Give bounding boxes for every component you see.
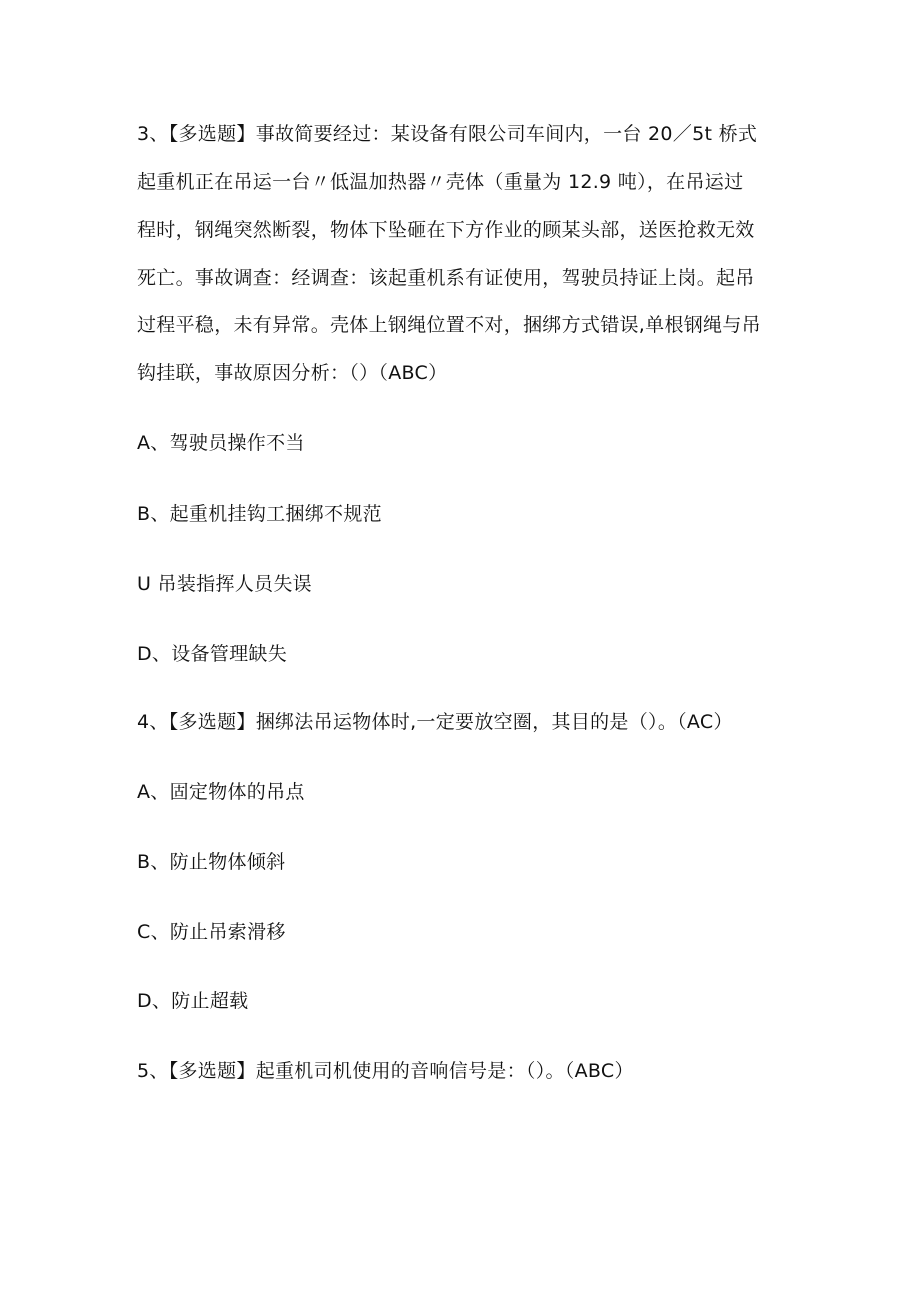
question-3-line-6: 钩挂联，事故原因分析：（）（ABC）	[137, 362, 448, 384]
question-3-line-1: 3、【多选题】事故简要经过：某设备有限公司车间内，一台 20／5t 桥式	[137, 123, 758, 145]
question-3-option-a: A、驾驶员操作不当	[137, 432, 305, 454]
question-3-option-d: D、设备管理缺失	[137, 643, 288, 665]
question-3-line-4: 死亡。事故调查：经调查：该起重机系有证使用，驾驶员持证上岗。起吊	[137, 267, 755, 289]
question-4-option-b: B、防止物体倾斜	[137, 851, 286, 873]
question-5-line-1: 5、【多选题】起重机司机使用的音响信号是：（）。（ABC）	[137, 1060, 634, 1082]
question-3-option-c: U 吊装指挥人员失误	[137, 573, 312, 595]
question-4-option-c: C、防止吊索滑移	[137, 921, 286, 943]
question-3-line-3: 程时，钢绳突然断裂，物体下坠砸在下方作业的顾某头部，送医抢救无效	[137, 219, 755, 241]
question-4-option-d: D、防止超载	[137, 990, 249, 1012]
question-3-line-2: 起重机正在吊运一台〃低温加热器〃壳体（重量为 12.9 吨），在吊运过	[137, 171, 744, 193]
question-3-line-5: 过程平稳，未有异常。壳体上钢绳位置不对，捆绑方式错误,单根钢绳与吊	[137, 314, 761, 336]
question-3-option-b: B、起重机挂钩工捆绑不规范	[137, 503, 382, 525]
question-4-option-a: A、固定物体的吊点	[137, 781, 305, 803]
question-4-line-1: 4、【多选题】捆绑法吊运物体时,一定要放空圈，其目的是（）。（AC）	[137, 711, 733, 733]
